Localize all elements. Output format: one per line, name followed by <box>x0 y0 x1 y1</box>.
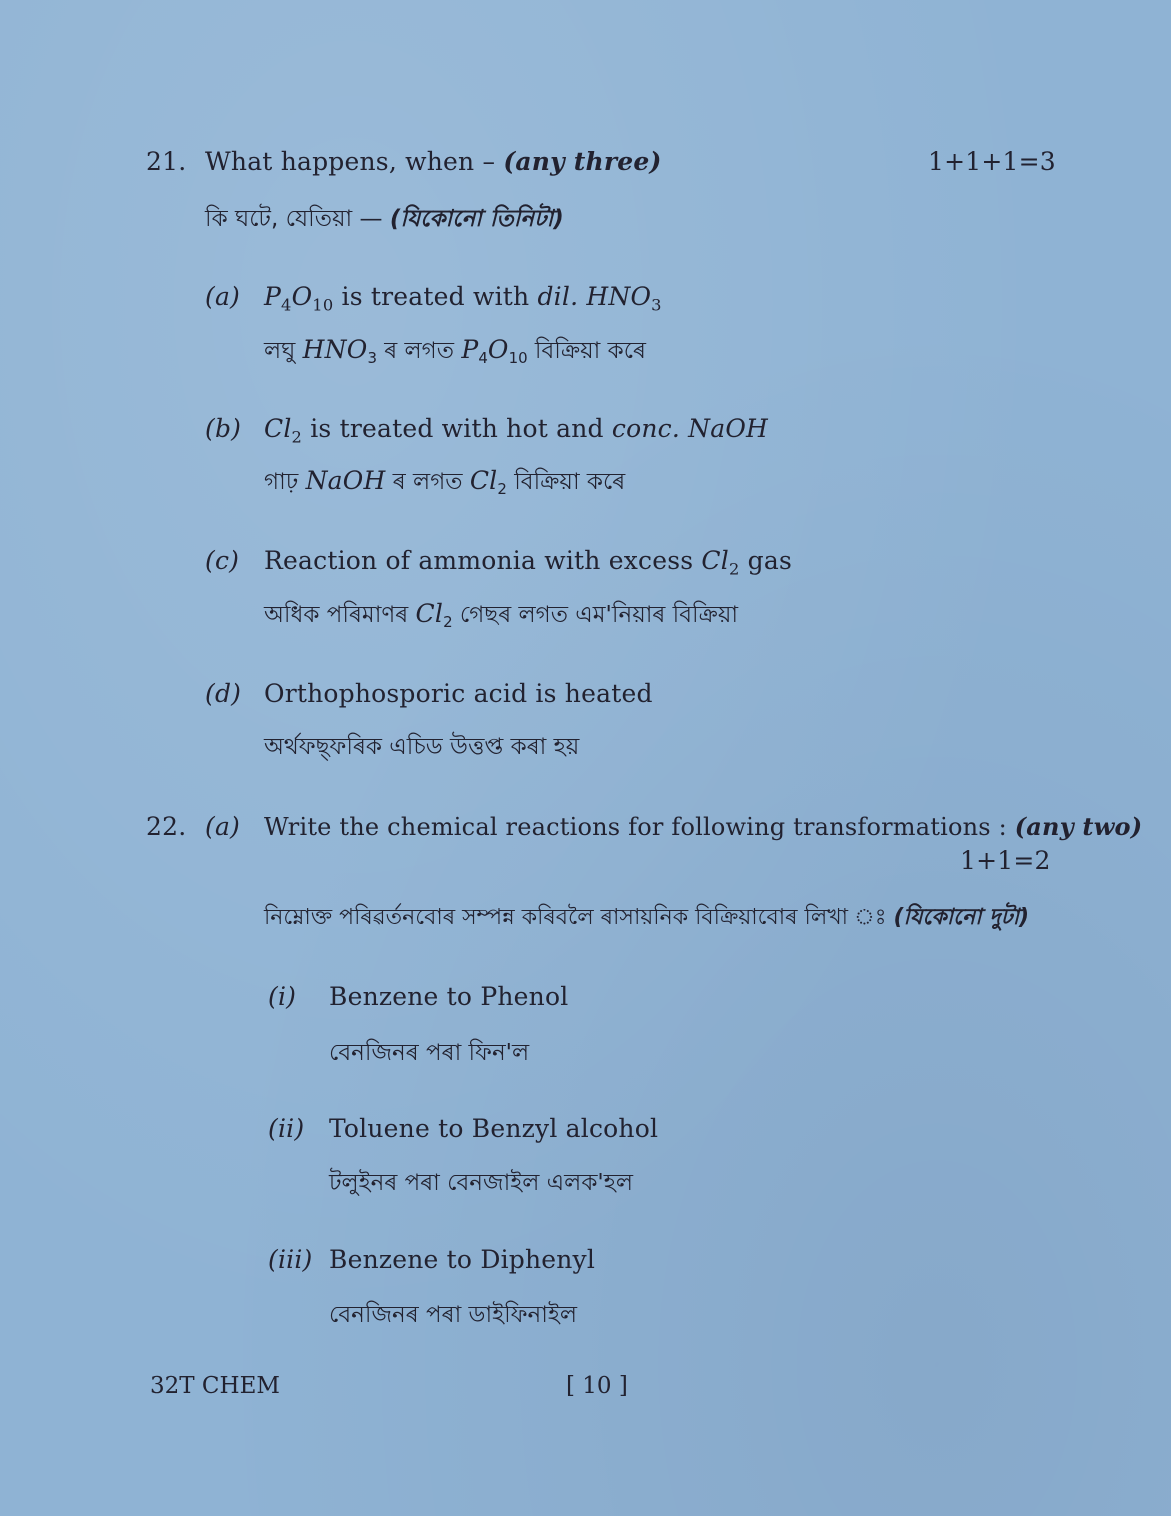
chem-hno: HNO <box>578 282 652 311</box>
chem-cl: Cl <box>469 466 498 495</box>
text: Reaction of ammonia with excess <box>264 546 702 575</box>
q21d-label: (d) <box>205 679 242 708</box>
q22-part-label: (a) <box>205 812 241 841</box>
sub: 3 <box>651 295 662 315</box>
q21-prompt-bn <box>205 200 564 239</box>
text: is treated with hot and <box>302 414 612 443</box>
q22-item-label: (iii) <box>268 1245 313 1274</box>
q22-prompt-bn-text: নিম্নোক্ত পৰিৱৰ্তনবোৰ সম্পন্ন কৰিবলৈ ৰাসায়নিক বিক্ৰিয়াবোৰ লিখা ঃ <box>264 905 887 930</box>
text: ৰ লগত <box>385 469 470 495</box>
text: বিক্ৰিয়া কৰে <box>527 338 646 364</box>
sub: 4 <box>478 349 488 368</box>
q21d-bn: অৰ্থফছ্‌ফৰিক এচিড উত্তপ্ত কৰা হয় <box>264 734 580 760</box>
chem-naoh: NaOH <box>305 466 386 495</box>
q22-item-en: Toluene to Benzyl alcohol <box>329 1114 659 1143</box>
sub: 3 <box>367 349 377 368</box>
q21-prompt-text: What happens, when – <box>205 147 496 176</box>
q21a-label: (a) <box>205 282 241 311</box>
conc-naoh: conc. NaOH <box>611 414 769 443</box>
chem-cl: Cl <box>264 414 292 443</box>
q22-prompt-tag: (any two) <box>1014 812 1143 841</box>
sub: 2 <box>291 427 303 447</box>
chem-hno: HNO <box>302 335 368 364</box>
q22-prompt-bn <box>264 900 1029 937</box>
sub: 2 <box>443 613 453 632</box>
q21-number: 21. <box>146 147 187 176</box>
sub: 2 <box>728 559 740 579</box>
q21b-label: (b) <box>205 414 242 443</box>
page-number: [ 10 ] <box>566 1373 628 1399</box>
q21c-bn <box>264 596 738 635</box>
q21c-en <box>264 546 792 579</box>
chem-cl: Cl <box>415 599 444 628</box>
text: গাঢ় <box>264 469 306 495</box>
q21-prompt <box>205 147 662 176</box>
q21b-en <box>264 414 769 447</box>
chem-p: P <box>461 335 479 364</box>
q21-prompt-tag-bn: (যিকোনো তিনিটা) <box>389 206 564 232</box>
q21d-en: Orthophosporic acid is heated <box>264 679 653 708</box>
text: লঘু <box>264 338 303 364</box>
q22-item-bn: টলুইনৰ পৰা বেনজাইল এলক'হল <box>329 1170 633 1196</box>
q22-item-bn: বেনজিনৰ পৰা ডাইফিনাইল <box>329 1302 578 1328</box>
q22-item-label: (ii) <box>268 1114 305 1143</box>
footer-code: 32T CHEM <box>150 1373 280 1399</box>
sub: 4 <box>281 295 292 315</box>
chem-o: O <box>291 282 313 311</box>
q22-item-bn: বেনজিনৰ পৰা ফিন'ল <box>329 1040 530 1066</box>
text: বিক্ৰিয়া কৰে <box>506 469 626 495</box>
q22-item-label: (i) <box>268 982 297 1011</box>
q21-marks: 1+1+1=3 <box>928 147 1056 176</box>
chem-p: P <box>264 282 282 311</box>
sub: 10 <box>508 349 528 368</box>
q22-item-en: Benzene to Phenol <box>329 982 569 1011</box>
text: is treated with <box>333 282 538 311</box>
chem-cl: Cl <box>701 546 729 575</box>
q22-item-en: Benzene to Diphenyl <box>329 1245 596 1274</box>
text: গেছৰ লগত এম'নিয়াৰ বিক্ৰিয়া <box>452 602 739 628</box>
text: ৰ লগত <box>376 338 462 364</box>
q22-prompt <box>264 812 1142 841</box>
q21a-en <box>264 282 662 315</box>
q21-prompt-bn-text: কি ঘটে, যেতিয়া — <box>205 206 383 232</box>
text: gas <box>739 546 792 575</box>
q21a-bn <box>264 332 646 371</box>
q22-marks: 1+1=2 <box>960 846 1051 875</box>
q21-prompt-tag: (any three) <box>503 147 662 176</box>
q22-prompt-tag-bn: (যিকোনো দুটা) <box>893 905 1030 930</box>
chem-o: O <box>487 335 509 364</box>
dil: dil. <box>537 282 579 311</box>
q22-number: 22. <box>146 812 187 841</box>
q22-prompt-text: Write the chemical reactions for following transformations : <box>264 813 1007 841</box>
sub: 10 <box>312 295 334 315</box>
sub: 2 <box>497 480 507 499</box>
text: অধিক পৰিমাণৰ <box>264 602 416 628</box>
q21b-bn <box>264 463 625 502</box>
q21c-label: (c) <box>205 546 240 575</box>
